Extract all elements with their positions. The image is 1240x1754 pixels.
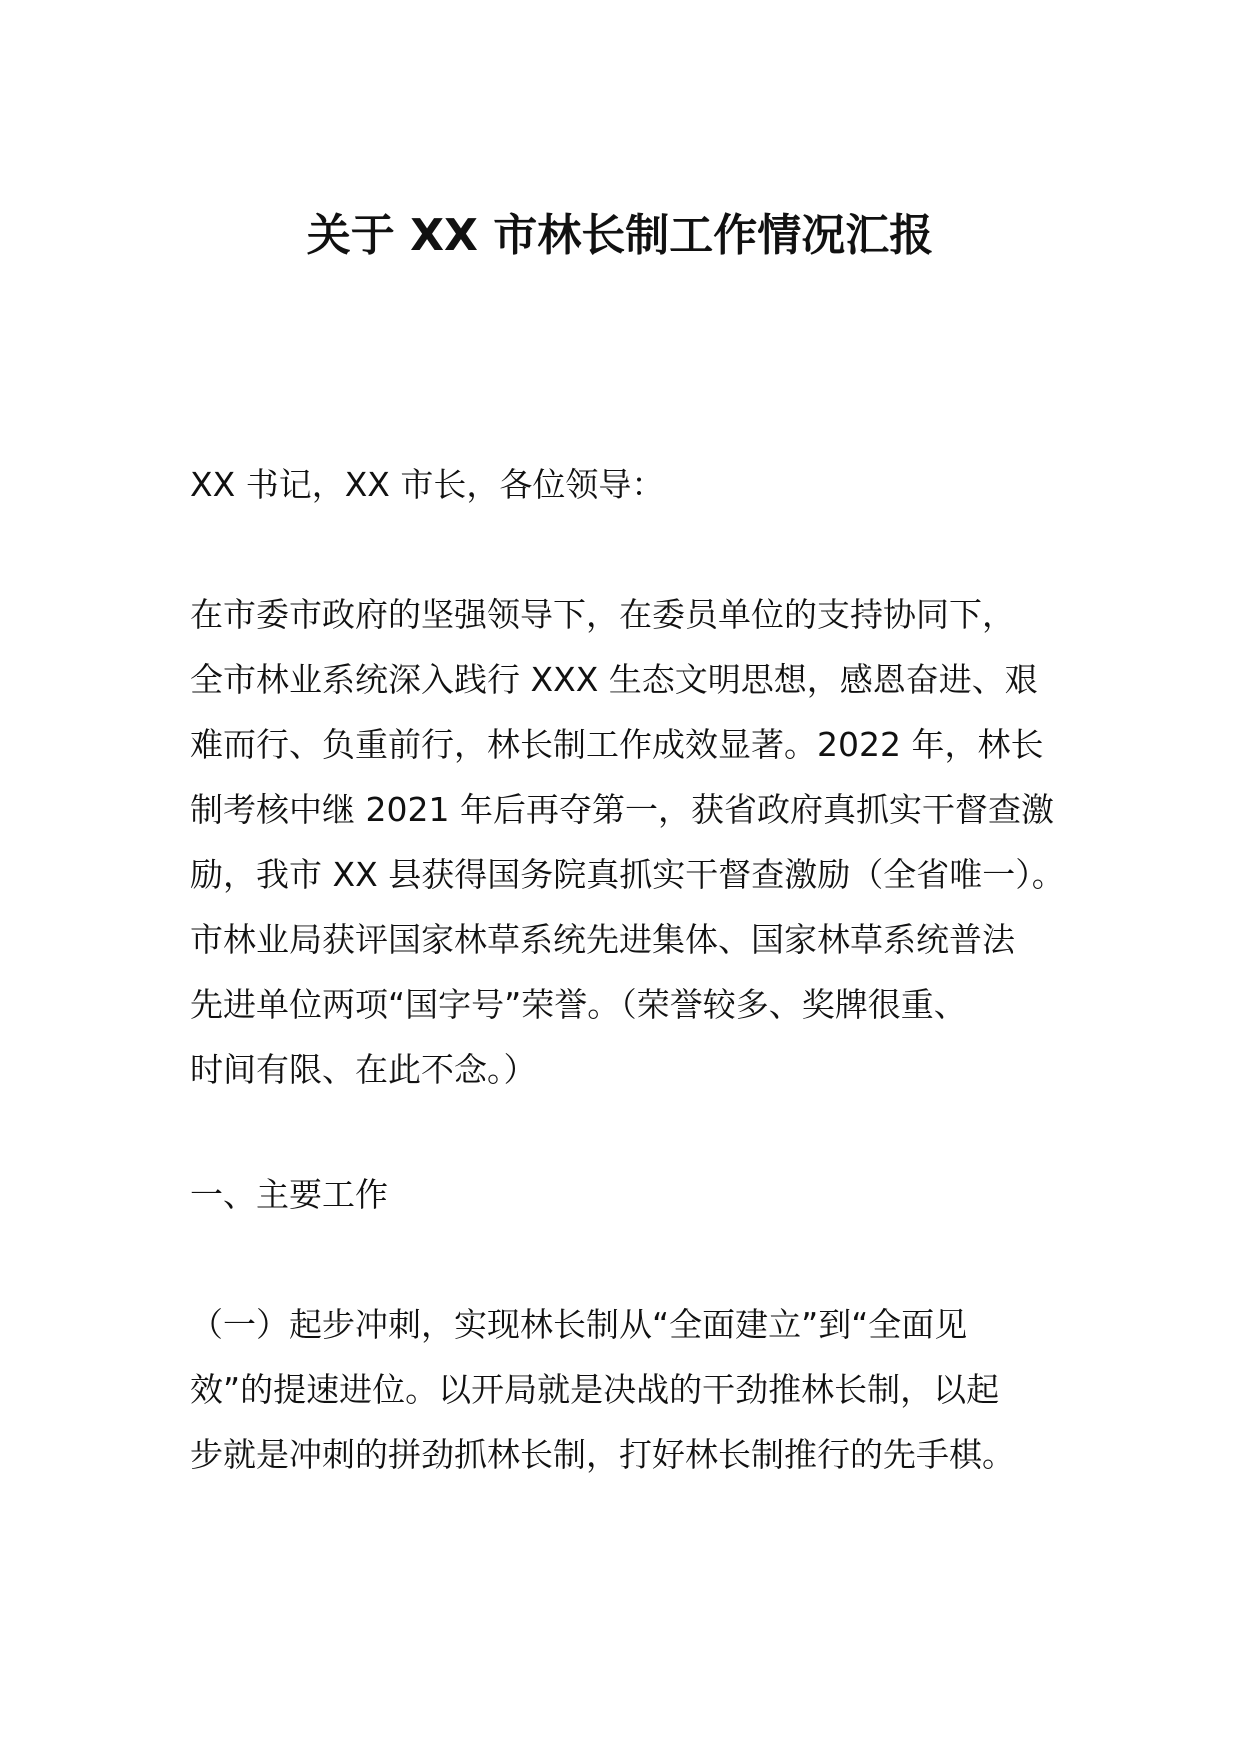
paragraph-2-line: 步就是冲刺的拼劲抓林长制，打好林长制推行的先手棋。 — [190, 1435, 1015, 1474]
document-title: 关于 XX 市林长制工作情况汇报 — [306, 210, 934, 261]
paragraph-2-line: 效”的提速进位。以开局就是决战的干劲推林长制，以起 — [190, 1370, 1000, 1409]
paragraph-1 — [190, 582, 1070, 1102]
paragraph-1-line: 励，我市 XX 县获得国务院真抓实干督查激励（全省唯一）。 — [190, 855, 1065, 894]
section-heading: 一、主要工作 — [190, 1175, 388, 1214]
paragraph-2 — [190, 1292, 1070, 1487]
paragraph-1-line: 制考核中继 2021 年后再夺第一，获省政府真抓实干督查激 — [190, 790, 1054, 829]
paragraph-1-line: 市林业局获评国家林草系统先进集体、国家林草系统普法 — [190, 920, 1015, 959]
paragraph-1-line: 时间有限、在此不念。） — [190, 1050, 537, 1089]
paragraph-2-line: （一）起步冲刺，实现林长制从“全面建立”到“全面见 — [190, 1305, 968, 1344]
paragraph-1-line: 难而行、负重前行，林长制工作成效显著。2022 年，林长 — [190, 725, 1044, 764]
paragraph-1-line: 全市林业系统深入践行 XXX 生态文明思想，感恩奋进、艰 — [190, 660, 1038, 699]
paragraph-1-line: 先进单位两项“国字号”荣誉。（荣誉较多、奖牌很重、 — [190, 985, 967, 1024]
paragraph-1-line: 在市委市政府的坚强领导下，在委员单位的支持协同下， — [190, 595, 1015, 634]
salutation: XX 书记，XX 市长，各位领导： — [190, 465, 665, 504]
